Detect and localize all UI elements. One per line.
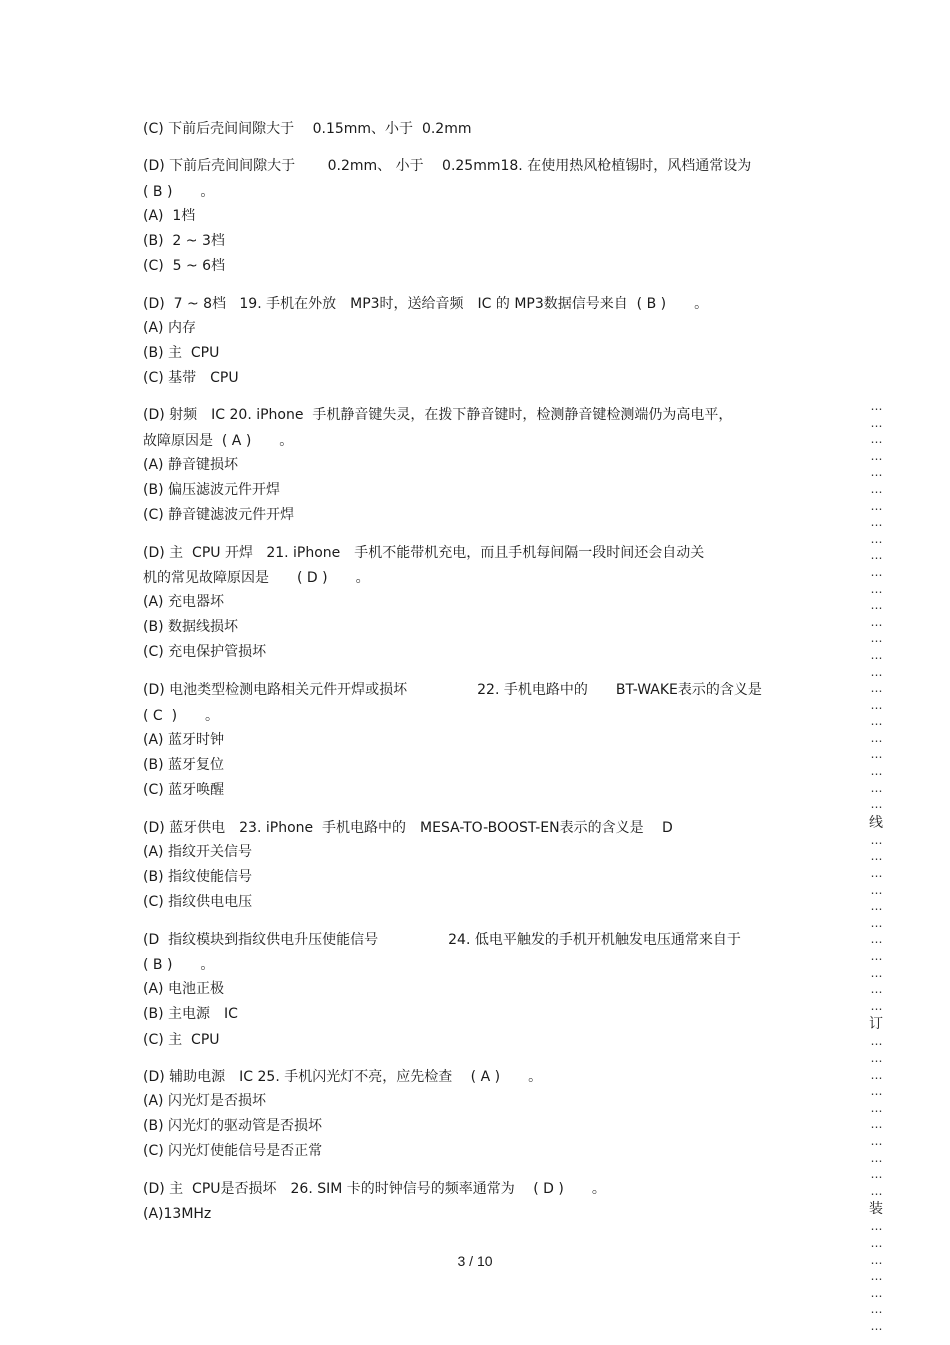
text-line: (C) 5 ~ 6档 — [143, 258, 226, 274]
text-line: (B) 主电源 IC — [143, 1006, 238, 1022]
margin-dot: … — [870, 548, 882, 563]
margin-dot: … — [870, 1183, 882, 1198]
margin-char: 线 — [869, 814, 883, 831]
text-line: (A) 充电器坏 — [143, 594, 224, 610]
text-line: (D) 蓝牙供电 23. iPhone 手机电路中的 MESA-TO-BOOST-EN表示的含义是 D — [143, 820, 673, 836]
margin-dot: … — [870, 681, 882, 696]
text-line: (C) 主 CPU — [143, 1032, 220, 1048]
text-line: (A) 1档 — [143, 208, 196, 224]
margin-dot: … — [870, 1235, 882, 1250]
margin-dot: … — [870, 697, 882, 712]
text-line: (D) 7 ~ 8档 19. 手机在外放 MP3时，送给音频 IC 的 MP3数据信号来自 ( B ) 。 — [143, 296, 709, 312]
margin-char: 订 — [869, 1016, 883, 1033]
margin-dot: … — [870, 1252, 882, 1267]
text-line: (D) 辅助电源 IC 25. 手机闪光灯不亮，应先检查 ( A ) 。 — [143, 1069, 543, 1085]
text-line: (D) 电池类型检测电路相关元件开焊或损坏 22. 手机电路中的 BT-WAKE表示的含义是 — [143, 682, 762, 698]
page-number: 3 / 10 — [457, 1253, 493, 1269]
margin-dot: … — [870, 882, 882, 897]
text-line: (A) 电池正极 — [143, 981, 224, 997]
margin-dot: … — [870, 415, 882, 430]
margin-dot: … — [870, 1067, 882, 1082]
margin-dot: … — [870, 1285, 882, 1300]
text-line: (C) 指纹供电电压 — [143, 894, 253, 910]
text-line: (B) 闪光灯的驱动管是否损坏 — [143, 1118, 322, 1134]
margin-dot: … — [870, 998, 882, 1013]
margin-dot: … — [870, 481, 882, 496]
margin-dot: … — [870, 1034, 882, 1049]
text-line: ( C ) 。 — [143, 708, 220, 724]
margin-dot: … — [870, 1269, 882, 1284]
margin-dot: … — [870, 1050, 882, 1065]
text-line: (A)13MHz — [143, 1206, 212, 1222]
margin-dot: … — [870, 598, 882, 613]
margin-dot: … — [870, 581, 882, 596]
margin-dot: … — [870, 1219, 882, 1234]
text-line: (D 指纹模块到指纹供电升压使能信号 24. 低电平触发的手机开机触发电压通常来自于 — [143, 932, 741, 948]
text-line: (C) 蓝牙唤醒 — [143, 782, 225, 798]
margin-dot: … — [870, 448, 882, 463]
text-line: (D) 主 CPU 开焊 21. iPhone 手机不能带机充电，而且手机每间隔一段时间还会自动关 — [143, 545, 705, 561]
text-line: (B) 蓝牙复位 — [143, 757, 224, 773]
text-line: (B) 偏压滤波元件开焊 — [143, 482, 280, 498]
margin-dot: … — [870, 780, 882, 795]
margin-dot: … — [870, 498, 882, 513]
text-line: (C) 静音键滤波元件开焊 — [143, 507, 295, 523]
margin-dot: … — [870, 747, 882, 762]
text-line: (A) 内存 — [143, 320, 196, 336]
margin-dot: … — [870, 631, 882, 646]
text-line: (C) 充电保护管损坏 — [143, 644, 267, 660]
binding-margin — [864, 398, 888, 1334]
margin-dot: … — [870, 849, 882, 864]
margin-dot: … — [870, 614, 882, 629]
margin-dot: … — [870, 965, 882, 980]
margin-dot: … — [870, 714, 882, 729]
margin-dot: … — [870, 647, 882, 662]
text-line: (B) 主 CPU — [143, 345, 220, 361]
margin-dot: … — [870, 797, 882, 812]
text-line: (C) 闪光灯使能信号是否正常 — [143, 1143, 323, 1159]
text-line: (B) 指纹使能信号 — [143, 869, 252, 885]
margin-dot: … — [870, 399, 882, 413]
text-line: 机的常见故障原因是 ( D ) 。 — [143, 570, 370, 586]
margin-dot: … — [870, 1318, 882, 1333]
text-line: (A) 蓝牙时钟 — [143, 732, 224, 748]
text-line: (B) 2 ~ 3档 — [143, 233, 225, 249]
margin-dot: … — [870, 1117, 882, 1132]
margin-dot: … — [870, 1100, 882, 1115]
text-line: 故障原因是 ( A ) 。 — [143, 433, 294, 449]
margin-dot: … — [870, 832, 882, 847]
margin-dot: … — [870, 730, 882, 745]
margin-dot: … — [870, 1302, 882, 1317]
text-line: ( B ) 。 — [143, 957, 215, 973]
margin-char: 装 — [869, 1201, 883, 1218]
text-line: (A) 指纹开关信号 — [143, 844, 252, 860]
margin-dot: … — [870, 949, 882, 963]
margin-dot: … — [870, 515, 882, 530]
margin-dot: … — [870, 465, 882, 480]
margin-dot: … — [870, 899, 882, 914]
text-line: (D) 射频 IC 20. iPhone 手机静音键失灵，在拨下静音键时，检测静音键检测端仍为高电平， — [143, 407, 733, 423]
margin-dot: … — [870, 664, 882, 679]
margin-dot: … — [870, 764, 882, 779]
text-line: (C) 基带 CPU — [143, 370, 239, 386]
text-line: (B) 数据线损坏 — [143, 619, 238, 635]
margin-dot: … — [870, 915, 882, 930]
text-line: (A) 闪光灯是否损坏 — [143, 1093, 266, 1109]
margin-dot: … — [870, 564, 882, 579]
margin-dot: … — [870, 1167, 882, 1182]
margin-dot: … — [870, 982, 882, 997]
margin-dot: … — [870, 432, 882, 447]
margin-dot: … — [870, 1084, 882, 1099]
margin-dot: … — [870, 1150, 882, 1165]
text-line: (A) 静音键损坏 — [143, 457, 238, 473]
margin-dot: … — [870, 1133, 882, 1148]
margin-dot: … — [870, 932, 882, 947]
margin-dot: … — [870, 531, 882, 546]
text-line: (D) 主 CPU是否损坏 26. SIM 卡的时钟信号的频率通常为 ( D ) 。 — [143, 1181, 606, 1197]
text-line: (C) 下前后壳间间隙大于 0.15mm、小于 0.2mm — [143, 121, 472, 137]
text-line: (D) 下前后壳间间隙大于 0.2mm、 小于 0.25mm18. 在使用热风枪植锡时，风档通常设为 — [143, 158, 752, 174]
text-line: ( B ) 。 — [143, 184, 215, 200]
margin-dot: … — [870, 866, 882, 881]
